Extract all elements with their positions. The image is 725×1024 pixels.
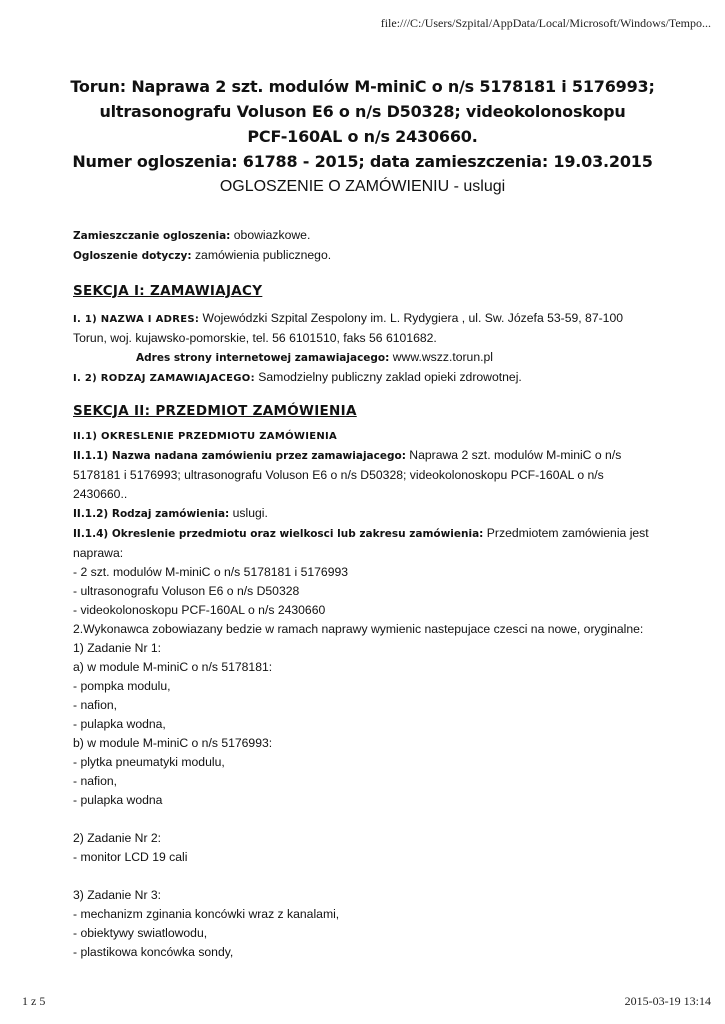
scope-line: - obiektywy swiatlowodu, [73,926,208,940]
scope-list [73,563,673,962]
print-datetime: 2015-03-19 13:14 [624,994,711,1008]
scope-line: - plastikowa koncówka sondy, [73,945,234,959]
title-line-1: Torun: Naprawa 2 szt. modulów M-miniC o n/s 5178181 i 5176993; [70,77,655,96]
scope-line: 2) Zadanie Nr 2: [73,831,162,845]
file-path-header: file:///C:/Users/Szpital/AppData/Local/Microsoft/Windows/Tempo... [380,16,711,30]
section2-type [73,504,673,524]
field-label: I. 2) RODZAJ ZAMAWIAJACEGO: [73,373,255,384]
page-number: 1 z 5 [22,994,46,1008]
field-label: I. 1) NAZWA I ADRES: [73,314,200,325]
scope-line: - 2 szt. modulów M-miniC o n/s 5178181 i 5176993 [73,565,349,579]
intro-line-1 [73,226,673,246]
section2-name-cont-2: 2430660.. [73,487,128,501]
scope-line: 2.Wykonawca zobowiazany bedzie w ramach naprawy wymienic nastepujace czesci na nowe, oryginalne: [73,622,644,636]
section1-website [73,348,673,368]
section-2-heading: SEKCJA II: PRZEDMIOT ZAMÓWIENIA [73,403,357,419]
field-label: II.1.1) Nazwa nadana zamówieniu przez zamawiajacego: [73,450,406,462]
field-label: Zamieszczanie ogloszenia: [73,230,231,242]
title-line-4: Numer ogloszenia: 61788 - 2015; data zamieszczenia: 19.03.2015 [72,152,653,171]
notice-body [73,226,673,962]
blank-line [73,810,673,829]
field-value: Wojewódzki Szpital Zespolony im. L. Rydygiera , ul. Sw. Józefa 53-59, 87-100 [202,311,623,325]
section2-scope [73,524,673,544]
scope-line: - pompka modulu, [73,679,171,693]
notice-title [40,74,685,199]
notice-subtitle: OGLOSZENIE O ZAMÓWIENIU - uslugi [219,178,506,195]
section1-address-cont: Torun, woj. kujawsko-pomorskie, tel. 56 6101510, faks 56 6101682. [73,331,437,345]
scope-line: - mechanizm zginania koncówki wraz z kanalami, [73,907,340,921]
scope-line: - videokolonoskopu PCF-160AL o n/s 2430660 [73,603,326,617]
scope-line: 3) Zadanie Nr 3: [73,888,162,902]
scope-line: - pulapka wodna [73,793,163,807]
field-label: Ogloszenie dotyczy: [73,250,192,262]
title-line-2: ultrasonografu Voluson E6 o n/s D50328; videokolonoskopu [99,102,626,121]
scope-line: b) w module M-miniC o n/s 5176993: [73,736,273,750]
field-label: Adres strony internetowej zamawiajacego: [136,352,390,364]
field-label: II.1.2) Rodzaj zamówienia: [73,508,230,520]
scope-line: - monitor LCD 19 cali [73,850,188,864]
intro-line-2 [73,246,673,266]
section1-type [73,368,673,388]
scope-line: - ultrasonografu Voluson E6 o n/s D50328 [73,584,300,598]
scope-line: a) w module M-miniC o n/s 5178181: [73,660,273,674]
scope-line: - nafion, [73,698,118,712]
blank-line [73,867,673,886]
field-label: II.1.4) Okreslenie przedmiotu oraz wielkosci lub zakresu zamówienia: [73,528,484,540]
title-line-3: PCF-160AL o n/s 2430660. [247,127,478,146]
scope-line: - pulapka wodna, [73,717,166,731]
field-value: zamówienia publicznego. [194,248,332,262]
section-1-heading: SEKCJA I: ZAMAWIAJACY [73,283,263,299]
field-value: Samodzielny publiczny zaklad opieki zdrowotnej. [258,370,522,384]
website-value: www.wszz.torun.pl [392,350,493,364]
field-value: obowiazkowe. [233,228,311,242]
scope-line: - plytka pneumatyki modulu, [73,755,225,769]
scope-line: - nafion, [73,774,118,788]
field-value: Naprawa 2 szt. modulów M-miniC o n/s [409,448,622,462]
section2-name-cont-1: 5178181 i 5176993; ultrasonografu Voluson E6 o n/s D50328; videokolonoskopu PCF-160AL o n/s [73,468,604,482]
section2-subheading: II.1) OKRESLENIE PRZEDMIOTU ZAMÓWIENIA [73,431,338,442]
field-value: Przedmiotem zamówienia jest [486,526,649,540]
section2-scope-cont: naprawa: [73,546,124,560]
section2-name [73,446,673,466]
field-value: uslugi. [232,506,268,520]
section1-name-address [73,309,673,329]
scope-line: 1) Zadanie Nr 1: [73,641,162,655]
